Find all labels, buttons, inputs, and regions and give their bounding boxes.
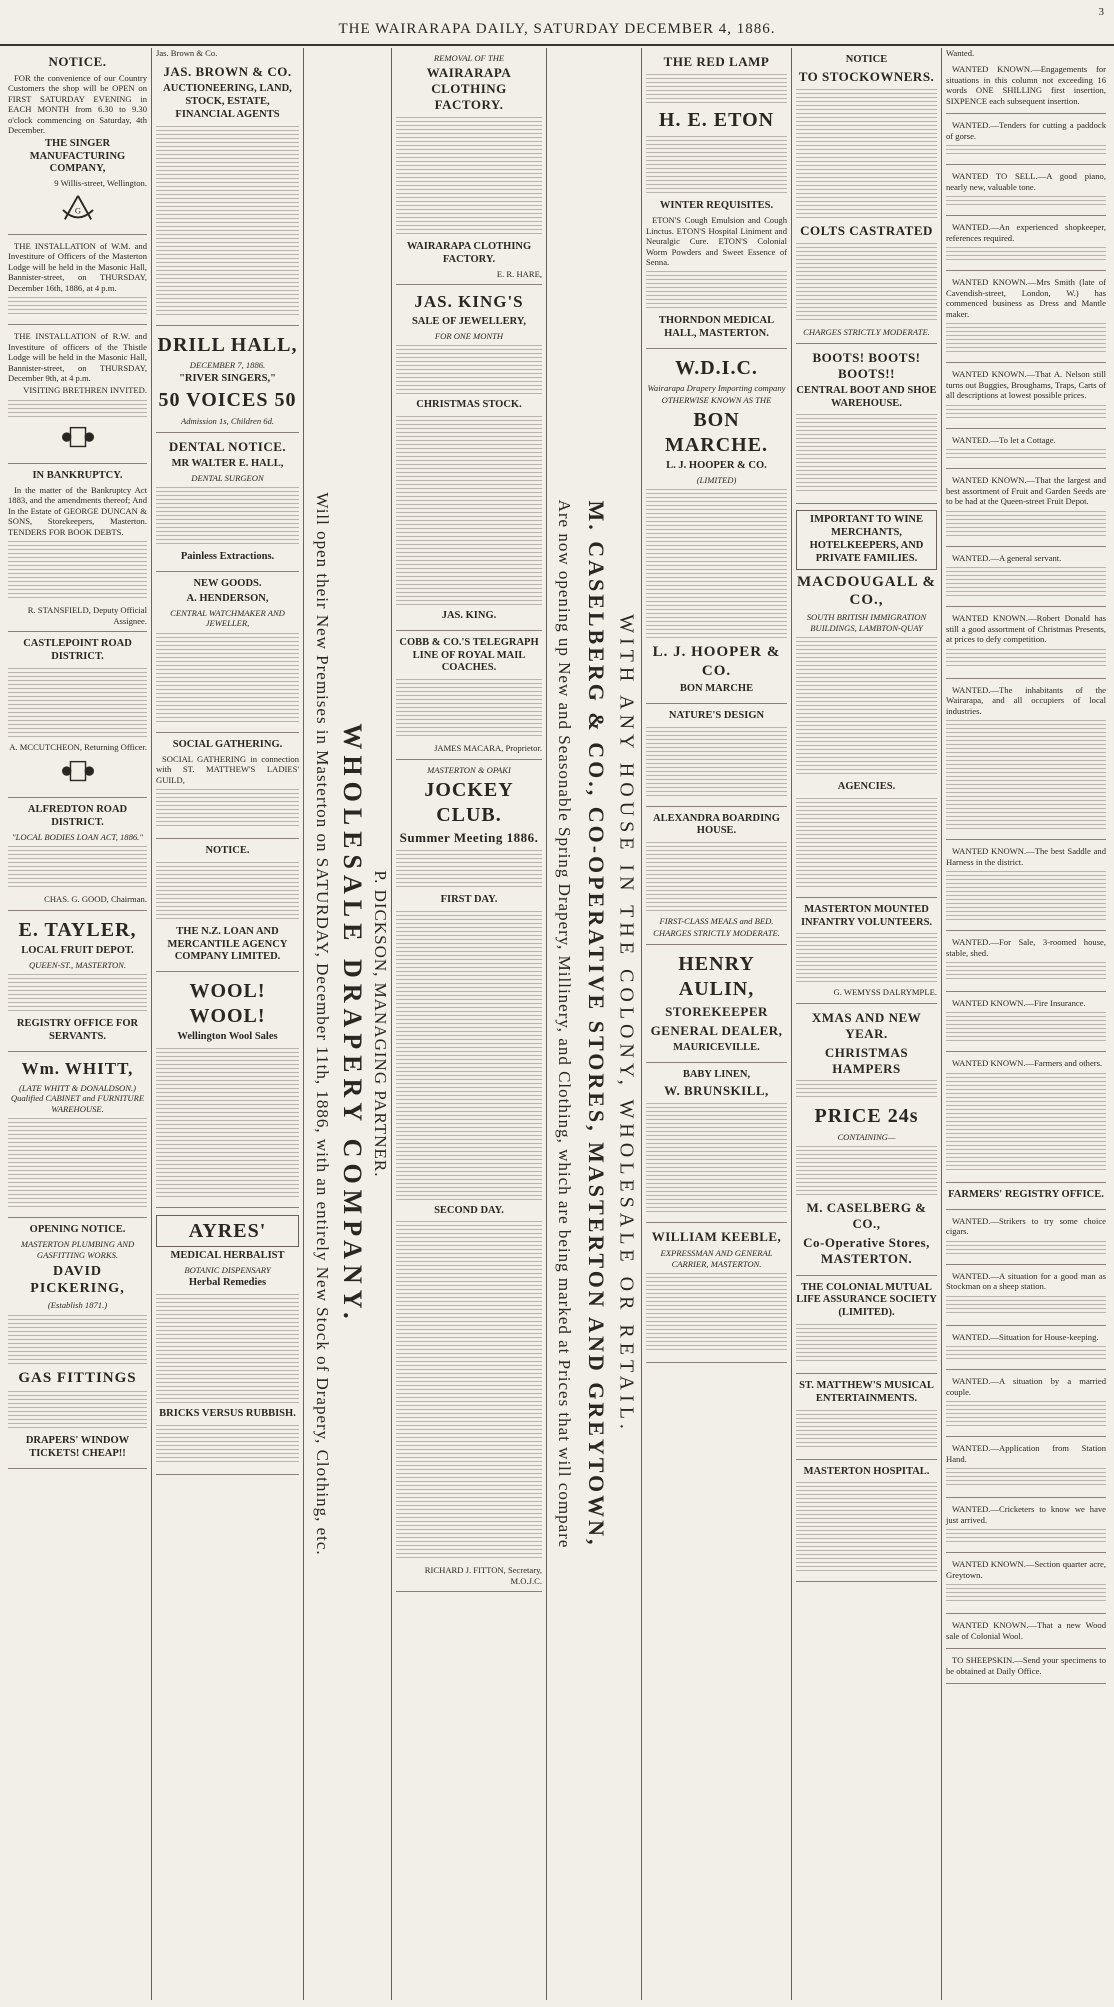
ad-brunskill — [646, 1063, 787, 1224]
fine-print — [156, 862, 299, 922]
wanted-19 — [946, 1370, 1106, 1437]
column-5 — [792, 48, 942, 2000]
ad-title: THE RED LAMP — [663, 54, 770, 69]
ad-agencies: AGENCIES. — [837, 781, 896, 793]
ad-company: THE SINGER MANUFACTURING COMPANY, — [29, 137, 126, 175]
ad-title: JAS. KING'S — [414, 292, 524, 312]
ad-aulin — [646, 945, 787, 1062]
ad-wdic — [646, 349, 787, 704]
ad-hampers — [796, 1004, 937, 1276]
wanted-14 — [946, 992, 1106, 1052]
wanted-20 — [946, 1437, 1106, 1498]
ad-title: COBB & CO.'S TELEGRAPH LINE OF ROYAL MAIL COACHES. — [399, 636, 539, 674]
ad-body: WANTED.—To let a Cottage. — [952, 434, 1056, 445]
ad-colonial-mutual — [796, 1276, 937, 1374]
fine-print — [396, 679, 542, 739]
ad-caselberg: M. CASELBERG & CO., — [806, 1200, 927, 1232]
ad-tayler — [8, 911, 147, 1052]
ad-body: FOR the convenience of our Country Customers the shop will be OPEN on FIRST SATURDAY EVENING in EACH MONTH from 6.30 to 9.30 o'clock commencing on Saturday, 4th December. — [8, 72, 147, 136]
coat-of-arms-icon — [59, 756, 97, 788]
ad-title: BOOTS! BOOTS! BOOTS!! — [812, 350, 921, 381]
ad-macdougall — [796, 504, 937, 898]
ad-painless: Painless Extractions. — [180, 551, 275, 563]
ad-keeble — [646, 1223, 787, 1363]
fine-print — [946, 649, 1106, 669]
ad-company: THE N.Z. LOAN AND MERCANTILE AGENCY COMPANY LIMITED. — [167, 925, 288, 963]
ad-whitt — [8, 1052, 147, 1218]
column-6-wanted — [942, 48, 1110, 2000]
ad-boots — [796, 344, 937, 504]
ad-cobb — [396, 631, 542, 760]
ad-castlepoint — [8, 632, 147, 798]
ad-jas-king — [396, 285, 542, 631]
wanted-10 — [946, 607, 1106, 678]
ad-body: WANTED.—A general servant. — [952, 552, 1062, 563]
ad-wool — [156, 972, 299, 1208]
ad-title: BABY LINEN, — [682, 1068, 751, 1080]
ad-clothing-factory — [396, 48, 542, 285]
ad-title: FARMERS' REGISTRY OFFICE. — [948, 1188, 1104, 1200]
ad-name: MACDOUGALL & CO., — [796, 573, 937, 608]
ad-signature: R. STANSFIELD, Deputy Official Assignee. — [27, 605, 147, 626]
ad-title: WAIRARAPA CLOTHING FACTORY. — [426, 65, 512, 113]
ad-title: Wm. WHITT, — [21, 1059, 134, 1079]
fine-print — [946, 720, 1106, 830]
vertical-line-1: Will open their New Premises in Masterton on SATURDAY, December 11th, 1886, with an entirely New Stock of Drapery, Clothing, etc. — [312, 492, 332, 1556]
ad-singer — [8, 48, 147, 235]
ad-containing: CONTAINING— — [837, 1131, 896, 1142]
fine-print — [8, 400, 147, 418]
vertical-ad-caselberg — [547, 48, 642, 2000]
wanted-8 — [946, 469, 1106, 546]
ad-title: CASTLEPOINT ROAD DISTRICT. — [23, 638, 132, 662]
ad-subtitle: MASTERTON PLUMBING AND GASFITTING WORKS. — [20, 1239, 135, 1260]
column-2 — [152, 48, 304, 2000]
ad-body: ETON'S Cough Emulsion and Cough Linctus. ETON'S Hospital Liniment and Neuralgic Cure. ETON'S Colonial Worm Powders and Sweet Essence of Senna. — [646, 215, 787, 267]
fine-print — [796, 1080, 937, 1100]
ad-body: SOCIAL GATHERING in connection with ST. MATTHEW'S LADIES' GUILD, — [156, 753, 299, 785]
ad-title: ALFREDTON ROAD DISTRICT. — [27, 804, 128, 829]
fine-print — [946, 567, 1106, 597]
ad-bon-marche-2: BON MARCHE — [679, 683, 754, 695]
farmers-registry — [946, 1183, 1106, 1210]
ad-xmas: CHRISTMAS STOCK. — [416, 399, 522, 411]
ad-body: WANTED KNOWN.—The best Saddle and Harness in the district. — [946, 846, 1106, 867]
fine-print — [156, 1294, 299, 1404]
coat-of-arms-icon — [59, 422, 97, 454]
fine-print — [946, 1346, 1106, 1360]
wanted-9 — [946, 547, 1106, 607]
ad-title: NOTICE. — [48, 54, 107, 69]
ad-bankruptcy — [8, 464, 147, 632]
masonic-emblem-icon — [59, 193, 97, 225]
wanted-23 — [946, 1614, 1106, 1649]
fine-print — [796, 637, 937, 777]
fine-print — [156, 1048, 299, 1198]
fine-print — [396, 911, 542, 1201]
wanted-12 — [946, 840, 1106, 931]
fine-print — [946, 871, 1106, 921]
fine-print — [946, 1401, 1106, 1427]
ad-notice — [156, 839, 299, 972]
fine-print — [796, 1482, 937, 1572]
ad-signature: WAIRARAPA CLOTHING FACTORY. — [406, 241, 532, 265]
ad-body: WANTED KNOWN.—Fire Insurance. — [952, 997, 1086, 1008]
wanted-21 — [946, 1498, 1106, 1553]
ad-registry: REGISTRY OFFICE FOR SERVANTS. — [16, 1018, 139, 1043]
wanted-1 — [946, 58, 1106, 114]
ad-general: GENERAL DEALER, — [650, 1022, 783, 1038]
vertical-line-3: WITH ANY HOUSE IN THE COLONY, WHOLESALE OR RETAIL. — [615, 614, 638, 1434]
wanted-15 — [946, 1052, 1106, 1182]
fine-print — [946, 405, 1106, 419]
ad-body: WANTED.—A situation for a good man as Stockman on a sheep station. — [946, 1270, 1106, 1292]
ad-title: AYRES' — [156, 1215, 299, 1247]
ad-hospital — [796, 1460, 937, 1583]
fine-print — [946, 1012, 1106, 1042]
fine-print — [796, 1146, 937, 1196]
ad-title: XMAS AND NEW YEAR. — [811, 1009, 922, 1041]
ad-body: WANTED.—The inhabitants of the Wairarapa, and all occupiers of local industries. — [946, 684, 1106, 716]
fine-print — [646, 1103, 787, 1213]
ad-title: NOTICE — [845, 54, 888, 65]
fine-print — [396, 416, 542, 606]
fine-print — [946, 1296, 1106, 1316]
ad-subtitle: DENTAL SURGEON — [191, 472, 264, 483]
fine-print — [646, 727, 787, 797]
ad-price: PRICE 24s — [814, 1105, 919, 1128]
ad-bricks: BRICKS VERSUS RUBBISH. — [159, 1408, 296, 1420]
ad-voices: 50 VOICES 50 — [158, 389, 297, 412]
fine-print — [796, 798, 937, 888]
fine-print — [796, 89, 937, 219]
page-number: 3 — [1098, 6, 1104, 18]
column-header: Jas. Brown & Co. — [156, 48, 218, 58]
ad-name: MR WALTER E. HALL, — [171, 458, 284, 470]
fine-print — [396, 850, 542, 890]
fine-print — [946, 323, 1106, 353]
fine-print — [8, 1315, 147, 1365]
fine-print — [156, 487, 299, 547]
ad-signature: RICHARD J. FITTON, Secretary, M.O.J.C. — [424, 1565, 542, 1586]
fine-print — [396, 1221, 542, 1561]
wanted-3 — [946, 165, 1106, 216]
ad-title: ST. MATTHEW'S MUSICAL ENTERTAINMENTS. — [799, 1380, 934, 1404]
wanted-2 — [946, 114, 1106, 165]
ad-mounted-infantry — [796, 898, 937, 1004]
ad-title: WOOL! WOOL! — [189, 980, 266, 1027]
ad-place: MAURICEVILLE. — [673, 1041, 760, 1053]
ad-body: WANTED KNOWN.—Mrs Smith (late of Cavendish-street, London, W.) has commenced business as Dress and Mantle maker. — [946, 277, 1106, 319]
ad-body: WANTED KNOWN.—Robert Donald has still a good assortment of Christmas Presents, at prices to defy competition. — [946, 613, 1106, 645]
ad-pickering — [8, 1218, 147, 1468]
masthead — [0, 0, 1114, 46]
ad-body: WANTED.—For Sale, 3-roomed house, stable, shed. — [946, 937, 1106, 958]
fine-print — [946, 449, 1106, 459]
ad-signature: A. MCCUTCHEON, Returning Officer. — [9, 741, 147, 752]
ad-title: WILLIAM KEEBLE, — [651, 1229, 782, 1245]
ad-meals: FIRST-CLASS MEALS and BED. — [659, 916, 774, 927]
ad-subtitle: (LATE WHITT & DONALDSON.) Qualified CABINET and FURNITURE WAREHOUSE. — [10, 1082, 145, 1114]
ad-subtitle: MEDICAL HERBALIST — [170, 1250, 285, 1262]
ad-body: WANTED.—An experienced shopkeeper, references required. — [946, 222, 1106, 243]
fine-print — [156, 633, 299, 723]
fine-print — [8, 1391, 147, 1431]
fine-print — [156, 789, 299, 829]
ad-body: WANTED KNOWN.—That a new Wood sale of Colonial Wool. — [946, 1620, 1106, 1641]
vertical-line-3: P. DICKSON, MANAGING PARTNER. — [370, 870, 390, 1178]
ad-title: JOCKEY CLUB. — [424, 779, 514, 826]
fine-print — [946, 145, 1106, 155]
fine-print — [8, 846, 147, 890]
vertical-line-2: WHOLESALE DRAPERY COMPANY. — [337, 723, 367, 1325]
fine-print — [646, 136, 787, 196]
wanted-16 — [946, 1210, 1106, 1265]
ad-aka: OTHERWISE KNOWN AS THE — [661, 394, 772, 405]
ad-footer: THORNDON MEDICAL HALL, MASTERTON. — [658, 315, 775, 340]
fine-print — [946, 1468, 1106, 1488]
vertical-line-2: M. CASELBERG & CO., CO-OPERATIVE STORES, MASTERTON AND GREYTOWN, — [584, 500, 609, 1548]
ad-second-day: SECOND DAY. — [434, 1204, 504, 1216]
wanted-18 — [946, 1326, 1106, 1370]
ad-body: WANTED KNOWN.—That A. Nelson still turns out Buggies, Broughams, Traps, Carts of all descriptions at lowest possible prices. — [946, 369, 1106, 401]
fine-print — [8, 1118, 147, 1208]
ad-address: QUEEN-ST., MASTERTON. — [28, 959, 127, 970]
ad-charges: CHARGES STRICTLY MODERATE. — [653, 927, 780, 938]
ad-body: WANTED.—Application from Station Hand. — [946, 1443, 1106, 1464]
ad-red-lamp — [646, 48, 787, 349]
ad-subtitle: Wellington Wool Sales — [177, 1031, 278, 1042]
ad-subtitle: AUCTIONEERING, LAND, STOCK, ESTATE, FINANCIAL AGENTS — [163, 83, 292, 120]
ad-remedies: Herbal Remedies — [188, 1277, 267, 1289]
ad-limited: (LIMITED) — [696, 475, 737, 485]
fine-print — [646, 842, 787, 912]
fine-print — [946, 1241, 1106, 1255]
ad-body: WANTED.—Situation for House-keeping. — [952, 1331, 1099, 1342]
ad-body: THE INSTALLATION of R.W. and Investiture of officers of the Thistle Lodge will be held in the Masonic Hall, Bannister-street, on THURSDAY, December 9th, at 4 p.m. — [8, 331, 147, 383]
ad-body: THE INSTALLATION of W.M. and Investiture of Officers of the Masterton Lodge will be held in the Masonic Hall, Bannister-street, on THURSDAY, December 16th, 1886, at 4 p.m. — [8, 240, 147, 293]
wanted-7 — [946, 429, 1106, 469]
ad-drill-hall — [156, 326, 299, 434]
column-4 — [642, 48, 792, 2000]
fine-print — [8, 297, 147, 315]
fine-print — [796, 243, 937, 323]
fine-print — [646, 271, 787, 311]
ad-pretitle: MASTERTON & OPAKI — [427, 764, 511, 775]
newspaper-columns — [4, 48, 1110, 2000]
wanted-11 — [946, 679, 1106, 840]
ad-jockey-club — [396, 760, 542, 1593]
fine-print — [646, 74, 787, 104]
fine-print — [396, 345, 542, 395]
ad-colts: COLTS CASTRATED — [800, 222, 933, 238]
fine-print — [946, 1529, 1106, 1543]
ad-date: DECEMBER 7, 1886. — [189, 360, 266, 371]
ad-dispensary: BOTANIC DISPENSARY — [184, 1264, 271, 1275]
wanted-4 — [946, 216, 1106, 271]
ad-title: SOCIAL GATHERING. — [172, 738, 283, 750]
fine-print — [796, 414, 937, 494]
ad-stockowners — [796, 48, 937, 344]
ad-title: E. TAYLER, — [18, 918, 137, 941]
ad-subtitle: SALE OF JEWELLERY, — [411, 315, 527, 327]
wanted-22 — [946, 1553, 1106, 1614]
ad-body: WANTED KNOWN.—Section quarter acre, Greytown. — [946, 1559, 1106, 1580]
ad-subtitle: TO STOCKOWNERS. — [798, 68, 935, 84]
ad-subtitle: Summer Meeting 1886. — [399, 829, 539, 845]
ad-charges: CHARGES STRICTLY MODERATE. — [803, 326, 930, 337]
ad-signature: JAMES MACARA, Proprietor. — [434, 743, 542, 754]
ad-drapers: DRAPERS' WINDOW TICKETS! CHEAP!! — [25, 1434, 130, 1459]
newspaper-title: THE WAIRARAPA DAILY, SATURDAY DECEMBER 4, 1886. — [338, 21, 776, 37]
ad-subtitle: WINTER REQUISITES. — [659, 200, 774, 212]
fine-print — [946, 1584, 1106, 1604]
ad-address: SOUTH BRITISH IMMIGRATION BUILDINGS, LAMBTON-QUAY — [806, 612, 927, 633]
ad-title: IN BANKRUPTCY. — [32, 469, 123, 481]
ad-body: WANTED TO SELL.—A good piano, nearly new, valuable tone. — [946, 171, 1106, 192]
ad-coop: Co-Operative Stores, MASTERTON. — [803, 1234, 930, 1266]
wanted-6 — [946, 363, 1106, 428]
ad-subtitle: Wairarapa Drapery Importing company — [647, 383, 786, 394]
ad-established: (Establish 1871.) — [47, 1300, 108, 1311]
ad-performers: "RIVER SINGERS," — [179, 372, 276, 384]
vertical-line-1: Are now opening up New and Seasonable Spring Drapery, Millinery, and Clothing, which are being marked at Prices that will compare — [555, 499, 574, 1549]
fine-print — [796, 1324, 937, 1364]
column-1 — [4, 48, 152, 2000]
ad-first-day: FIRST DAY. — [440, 893, 498, 905]
ad-subtitle: "LOCAL BODIES LOAN ACT, 1886." — [12, 831, 143, 842]
wanted-13 — [946, 931, 1106, 992]
ad-nature — [646, 704, 787, 807]
ad-body: WANTED.—Strikers to try some choice cigars. — [946, 1215, 1106, 1237]
ad-title: NATURE'S DESIGN — [668, 709, 765, 721]
ad-name: DAVID PICKERING, — [30, 1264, 125, 1297]
ad-title: DRILL HALL, — [157, 333, 298, 356]
fine-print — [646, 489, 787, 639]
ad-storekeeper: STOREKEEPER — [665, 1004, 768, 1020]
column-header: Wanted. — [946, 48, 975, 58]
fine-print — [8, 668, 147, 738]
ad-subtitle: CHRISTMAS HAMPERS — [824, 1044, 909, 1076]
ad-title: NOTICE. — [205, 845, 250, 857]
ad-title: HENRY AULIN, — [678, 953, 755, 1000]
ad-hooper: L. J. HOOPER & CO. — [666, 460, 767, 472]
svg-text:G: G — [74, 205, 81, 216]
ad-name: H. E. ETON — [658, 108, 775, 131]
ad-hooper-2: L. J. HOOPER & CO. — [652, 644, 781, 679]
ad-body: WANTED.—Cricketers to know we have just arrived. — [946, 1504, 1106, 1525]
ad-alfredton — [8, 798, 147, 911]
ad-body: TO SHEEPSKIN.—Send your specimens to be obtained at Daily Office. — [946, 1655, 1106, 1676]
ad-body: WANTED.—Tenders for cutting a paddock of gorse. — [946, 120, 1106, 141]
ad-body: WANTED KNOWN.—Farmers and others. — [952, 1058, 1103, 1069]
ad-duration: FOR ONE MONTH — [434, 330, 504, 341]
ad-title: IMPORTANT TO WINE MERCHANTS, HOTELKEEPERS, AND PRIVATE FAMILIES. — [796, 510, 937, 569]
ad-signature: CHAS. G. GOOD, Chairman. — [44, 894, 147, 905]
ad-jas-brown — [156, 58, 299, 325]
ad-title: DENTAL NOTICE. — [168, 439, 287, 455]
fine-print — [396, 117, 542, 237]
fine-print — [946, 196, 1106, 206]
fine-print — [8, 541, 147, 601]
ad-address: 9 Willis-street, Wellington. — [54, 178, 147, 189]
ad-title: THE COLONIAL MUTUAL LIFE ASSURANCE SOCIETY (LIMITED). — [796, 1281, 937, 1319]
ad-title: W.D.I.C. — [675, 357, 758, 380]
ad-title: NEW GOODS. — [193, 578, 262, 590]
ad-subtitle: EXPRESSMAN AND GENERAL CARRIER, MASTERTON. — [660, 1248, 773, 1269]
ad-admission: Admission 1s, Children 6d. — [180, 415, 275, 426]
ad-signature: JAS. KING. — [441, 609, 497, 621]
fine-print — [946, 247, 1106, 261]
ad-manager: E. R. HARE, — [496, 268, 542, 279]
ad-footer: VISITING BRETHREN INVITED. — [23, 385, 147, 396]
ad-lodge-masterton — [8, 235, 147, 325]
fine-print — [156, 1425, 299, 1465]
ad-st-matthews — [796, 1374, 937, 1460]
fine-print — [946, 511, 1106, 537]
ad-bon-marche: BON MARCHE. — [664, 409, 769, 456]
ad-alexandra — [646, 807, 787, 946]
ad-lodge-thistle — [8, 325, 147, 464]
fine-print — [946, 962, 1106, 982]
ad-ayres — [156, 1208, 299, 1475]
ad-body: WANTED KNOWN.—Engagements for situations in this column not exceeding 16 words ONE SHILLING first insertion, SIXPENCE each subsequent insertion. — [946, 64, 1106, 106]
fine-print — [946, 1073, 1106, 1173]
wanted-5 — [946, 271, 1106, 363]
ad-gas: GAS FITTINGS — [18, 1369, 137, 1386]
ad-body: WANTED KNOWN.—That the largest and best assortment of Fruit and Garden Seeds are to be had at the Queen-street Fruit Depot. — [946, 475, 1106, 507]
vertical-ad-wholesale-drapery — [304, 48, 392, 2000]
ad-subtitle: LOCAL FRUIT DEPOT. — [21, 945, 134, 957]
ad-title: MASTERTON MOUNTED INFANTRY VOLUNTEERS. — [800, 903, 933, 928]
ad-name: W. BRUNSKILL, — [664, 1083, 769, 1099]
ad-name: A. HENDERSON, — [186, 593, 269, 605]
ad-body: In the matter of the Bankruptcy Act 1883, and the amendments thereof; And In the Estate of GEORGE DUNCAN & SONS, Storekeepers, Masterton. TENDERS FOR BOOK DEBTS. — [8, 484, 147, 537]
ad-pretitle: REMOVAL OF THE — [433, 53, 505, 63]
ad-subtitle: CENTRAL BOOT AND SHOE WAREHOUSE. — [796, 384, 937, 409]
ad-title: JAS. BROWN & CO. — [163, 64, 292, 80]
ad-title: ALEXANDRA BOARDING HOUSE. — [653, 812, 780, 837]
ad-signature: G. WEMYSS DALRYMPLE. — [833, 987, 937, 998]
wanted-17 — [946, 1265, 1106, 1326]
ad-henderson — [156, 572, 299, 733]
ad-social — [156, 733, 299, 839]
fine-print — [796, 1410, 937, 1450]
sheepskin-notice — [946, 1649, 1106, 1684]
fine-print — [156, 126, 299, 316]
fine-print — [646, 1273, 787, 1353]
ad-subtitle: CENTRAL WATCHMAKER AND JEWELLER, — [170, 607, 285, 629]
fine-print — [796, 933, 937, 983]
ad-title: MASTERTON HOSPITAL. — [803, 1465, 930, 1477]
ad-title: OPENING NOTICE. — [29, 1224, 126, 1236]
ad-body: WANTED.—A situation by a married couple. — [946, 1376, 1106, 1397]
fine-print — [8, 974, 147, 1014]
column-3 — [392, 48, 547, 2000]
ad-dental — [156, 433, 299, 572]
